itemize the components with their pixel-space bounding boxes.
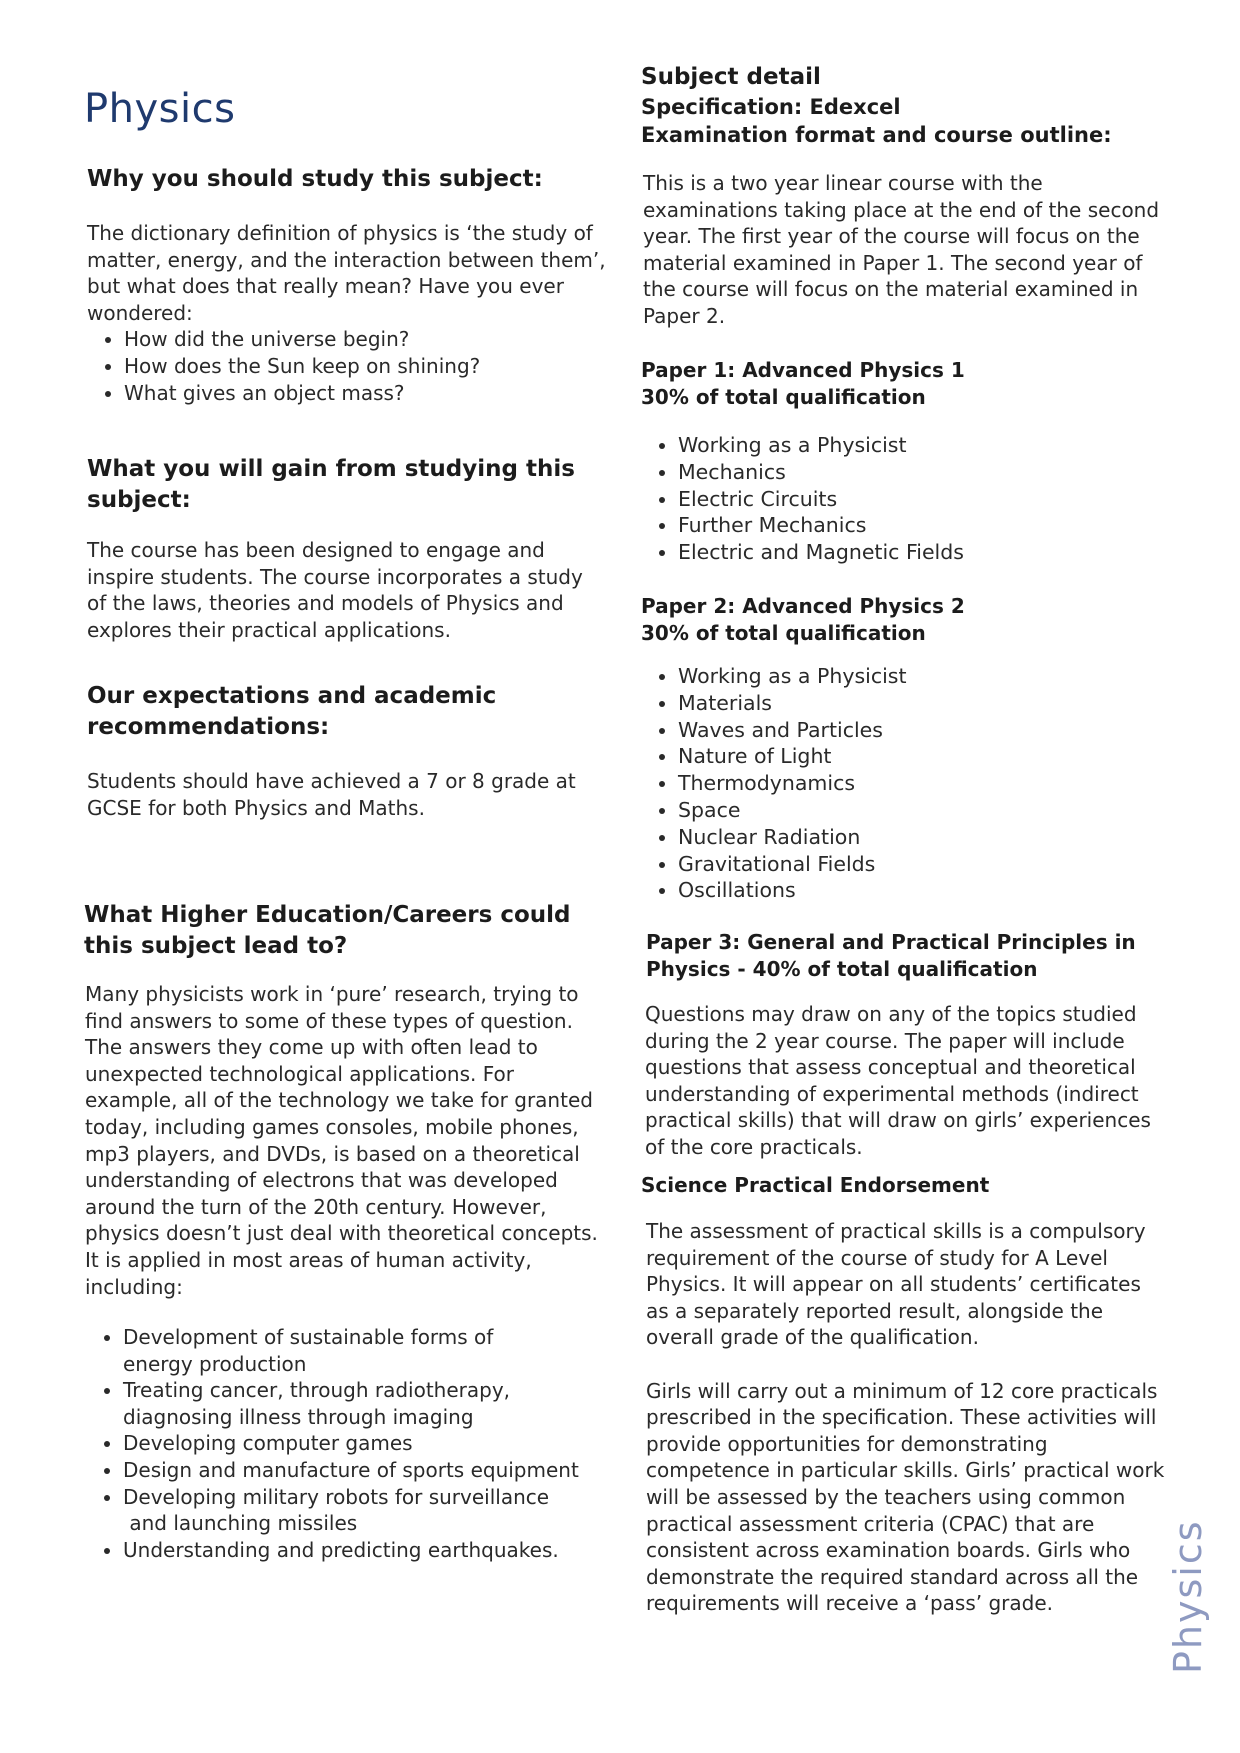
list-item: • Nuclear Radiation — [678, 824, 1161, 851]
list-item: • Thermodynamics — [678, 770, 1161, 797]
list-item: • Design and manufacture of sports equipment — [123, 1457, 625, 1484]
list-item: • Understanding and predicting earthquakes. — [123, 1537, 625, 1564]
subject-detail-heading: Subject detail — [641, 64, 821, 90]
list-item: • Developing military robots for surveillance and launching missiles — [123, 1484, 625, 1537]
careers-text: Many physicists work in ‘pure’ research, trying to find answers to some of these types of question. The answers they come up with often lead to unexpected technological applications. For example, all of the technology we take for granted today, including games consoles, mobile phones, mp3 players, and DVDs, is based on a theoretical understanding of electrons that was developed around the turn of the 20th century. However, physics doesn’t just deal with theoretical concepts. It is applied in most areas of human activity, including: — [85, 982, 598, 1299]
careers-bullets — [85, 1324, 625, 1563]
why-study-bullets — [87, 326, 607, 406]
list-item: • Working as a Physicist — [678, 432, 1161, 459]
page-title: Physics — [84, 86, 236, 132]
list-item: • Working as a Physicist — [678, 663, 1161, 690]
expectations-heading: Our expectations and academic recommendations: — [87, 683, 497, 740]
gain-heading: What you will gain from studying this subject: — [87, 456, 575, 513]
list-item: • Materials — [678, 690, 1161, 717]
why-study-text: The dictionary definition of physics is ‘the study of matter, energy, and the interaction between them’, but what does that really mean? Have you ever wondered: • How did the universe begin? • How does the Sun keep on shining? • What gives an object mass? — [87, 220, 607, 406]
list-item: • How did the universe begin? — [124, 326, 607, 353]
list-item: • Electric and Magnetic Fields — [678, 539, 1161, 566]
list-item: • Gravitational Fields — [678, 851, 1161, 878]
paper3-heading: Paper 3: General and Practical Principles in Physics - 40% of total qualification — [646, 930, 1136, 981]
paper3-text: Questions may draw on any of the topics studied during the 2 year course. The paper will include questions that assess conceptual and theoretical understanding of experimental methods (indirect practical skills) that will draw on girls’ experiences of the core practicals. — [645, 1002, 1151, 1159]
paper1-heading: Paper 1: Advanced Physics 1 30% of total qualification — [641, 358, 965, 409]
subject-detail-header — [641, 62, 1112, 149]
endorsement-text: The assessment of practical skills is a compulsory requirement of the course of study for A Level Physics. It will appear on all students’ certificates as a separately reported result, alongside the overall grade of the qualification. Girls will carry out a minimum of 12 core practicals prescribed in the specification. These activities will provide opportunities for demonstrating competence in particular skills. Girls’ practical work will be assessed by the teachers using common practical assessment criteria (CPAC) that are consistent across examination boards. Girls who demonstrate the required standard across all the requirements will receive a ‘pass’ grade. — [646, 1219, 1165, 1616]
list-item: • Treating cancer, through radiotherapy, diagnosing illness through imaging — [123, 1377, 625, 1430]
list-item: • Mechanics — [678, 459, 1161, 486]
list-item: • Waves and Particles — [678, 717, 1161, 744]
exam-format-label: Examination format and course outline: — [641, 123, 1112, 147]
specification-label: Specification: Edexcel — [641, 95, 901, 119]
list-item: • Nature of Light — [678, 743, 1161, 770]
list-item: • What gives an object mass? — [124, 380, 607, 407]
list-item: • Oscillations — [678, 877, 1161, 904]
paper2-topics — [641, 663, 1161, 904]
expectations-text: Students should have achieved a 7 or 8 grade at GCSE for both Physics and Maths. — [87, 769, 576, 820]
careers-heading: What Higher Education/Careers could this subject lead to? — [84, 902, 571, 959]
why-study-heading: Why you should study this subject: — [87, 166, 543, 192]
paper1-topics — [641, 432, 1161, 566]
list-item: • Electric Circuits — [678, 486, 1161, 513]
list-item: • How does the Sun keep on shining? — [124, 353, 607, 380]
paper2-heading: Paper 2: Advanced Physics 2 30% of total qualification — [641, 594, 965, 645]
list-item: • Space — [678, 797, 1161, 824]
side-label: Physics — [1166, 1519, 1210, 1674]
course-intro: This is a two year linear course with the examinations taking place at the end of the second year. The first year of the course will focus on the material examined in Paper 1. The second year of the course will focus on the material examined in Paper 2. — [643, 171, 1160, 328]
list-item: • Further Mechanics — [678, 512, 1161, 539]
endorsement-heading: Science Practical Endorsement — [641, 1173, 990, 1197]
list-item: • Developing computer games — [123, 1430, 625, 1457]
gain-text: The course has been designed to engage and inspire students. The course incorporates a study of the laws, theories and models of Physics and explores their practical applications. — [87, 538, 583, 642]
list-item: • Development of sustainable forms of energy production — [123, 1324, 625, 1377]
